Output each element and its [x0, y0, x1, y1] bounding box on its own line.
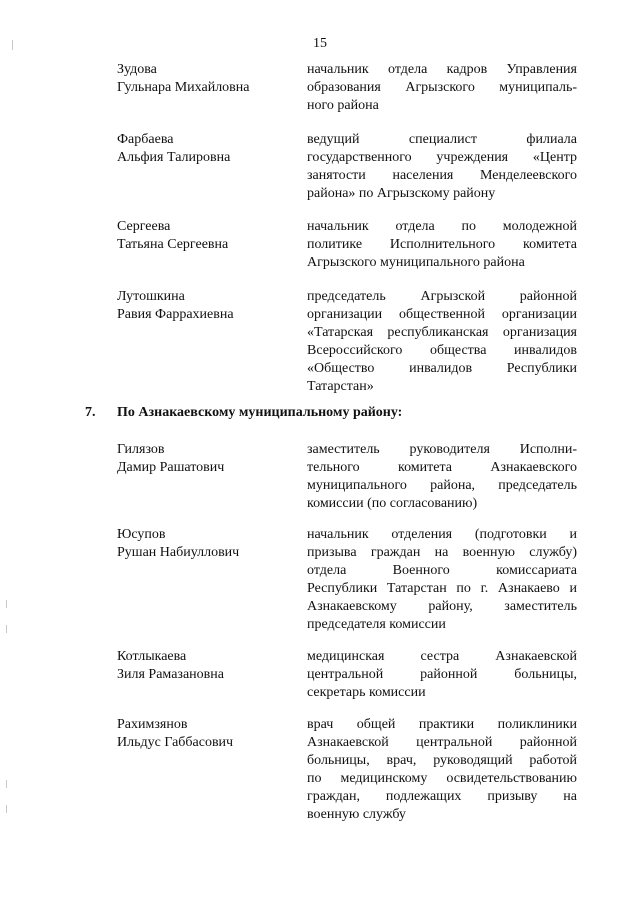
role-line: ного района: [307, 98, 379, 113]
member-given-name: Гульнара Михайловна: [117, 80, 250, 95]
role-line: образования Агрызского муниципаль-: [307, 80, 577, 95]
role-line: «Общество инвалидов Республики: [307, 361, 577, 376]
role-line: тельного комитета Азнакаевского: [307, 460, 577, 475]
member-name: [117, 526, 297, 562]
member-surname: Юсупов: [117, 527, 166, 542]
member-role: [307, 131, 577, 203]
section-number: 7.: [85, 405, 96, 420]
role-line: Азнакаевскому району, заместитель: [307, 599, 577, 614]
role-line: Всероссийского общества инвалидов: [307, 343, 577, 358]
member-name: [117, 131, 297, 167]
member-surname: Гилязов: [117, 442, 165, 457]
role-line: по медицинскому освидетельствованию: [307, 771, 577, 786]
role-line: медицинская сестра Азнакаевской: [307, 649, 577, 664]
role-line: ведущий специалист филиала: [307, 132, 577, 147]
role-line: политике Исполнительного комитета: [307, 237, 577, 252]
member-surname: Котлыкаева: [117, 649, 187, 664]
role-line: государственного учреждения «Центр: [307, 150, 577, 165]
role-line: начальник отдела по молодежной: [307, 219, 577, 234]
role-line: комиссии (по согласованию): [307, 496, 478, 511]
role-line: председателя комиссии: [307, 617, 446, 632]
member-surname: Зудова: [117, 62, 157, 77]
member-role: [307, 526, 577, 634]
member-surname: Лутошкина: [117, 289, 185, 304]
role-line: организации общественной организации: [307, 307, 577, 322]
section-heading: [85, 404, 605, 422]
scan-artifact: [6, 600, 7, 608]
member-role: [307, 218, 577, 272]
role-line: Татарстан»: [307, 379, 374, 394]
role-line: Республики Татарстан по г. Азнакаево и: [307, 581, 577, 596]
role-line: «Татарская республиканская организация: [307, 325, 577, 340]
role-line: больницы, врач, руководящий работой: [307, 753, 577, 768]
member-given-name: Альфия Талировна: [117, 150, 231, 165]
member-surname: Фарбаева: [117, 132, 174, 147]
member-role: [307, 288, 577, 396]
role-line: начальник отделения (подготовки и: [307, 527, 577, 542]
role-line: начальник отдела кадров Управления: [307, 62, 577, 77]
member-surname: Рахимзянов: [117, 717, 188, 732]
member-name: [117, 648, 297, 684]
member-role: [307, 716, 577, 824]
role-line: призыва граждан на военную службу): [307, 545, 577, 560]
scan-artifact: [6, 780, 7, 788]
role-line: муниципального района, председатель: [307, 478, 577, 493]
role-line: председатель Агрызской районной: [307, 289, 577, 304]
scan-artifact: [6, 625, 7, 633]
member-role: [307, 61, 577, 115]
member-role: [307, 648, 577, 702]
member-given-name: Ильдус Габбасович: [117, 735, 234, 750]
scan-artifact: [6, 805, 7, 813]
member-given-name: Равия Фаррахиевна: [117, 307, 234, 322]
role-line: военную службу: [307, 807, 406, 822]
role-line: центральной районной больницы,: [307, 667, 577, 682]
role-line: отдела Военного комиссариата: [307, 563, 577, 578]
member-surname: Сергеева: [117, 219, 171, 234]
role-line: врач общей практики поликлиники: [307, 717, 577, 732]
role-line: секретарь комиссии: [307, 685, 426, 700]
member-name: [117, 288, 297, 324]
section-title: По Азнакаевскому муниципальному району:: [117, 405, 403, 420]
member-given-name: Рушан Набиуллович: [117, 545, 240, 560]
role-line: граждан, подлежащих призыву на: [307, 789, 577, 804]
member-name: [117, 218, 297, 254]
member-name: [117, 716, 297, 752]
scan-artifact: [12, 40, 13, 50]
member-given-name: Татьяна Сергеевна: [117, 237, 229, 252]
role-line: района» по Агрызскому району: [307, 186, 496, 201]
role-line: Азнакаевской центральной районной: [307, 735, 577, 750]
member-name: [117, 441, 297, 477]
role-line: Агрызского муниципального района: [307, 255, 525, 270]
page-number: 15: [313, 36, 327, 51]
member-given-name: Зиля Рамазановна: [117, 667, 224, 682]
member-given-name: Дамир Рашатович: [117, 460, 225, 475]
member-role: [307, 441, 577, 513]
role-line: заместитель руководителя Исполни-: [307, 442, 577, 457]
role-line: занятости населения Менделеевского: [307, 168, 577, 183]
member-name: [117, 61, 297, 97]
